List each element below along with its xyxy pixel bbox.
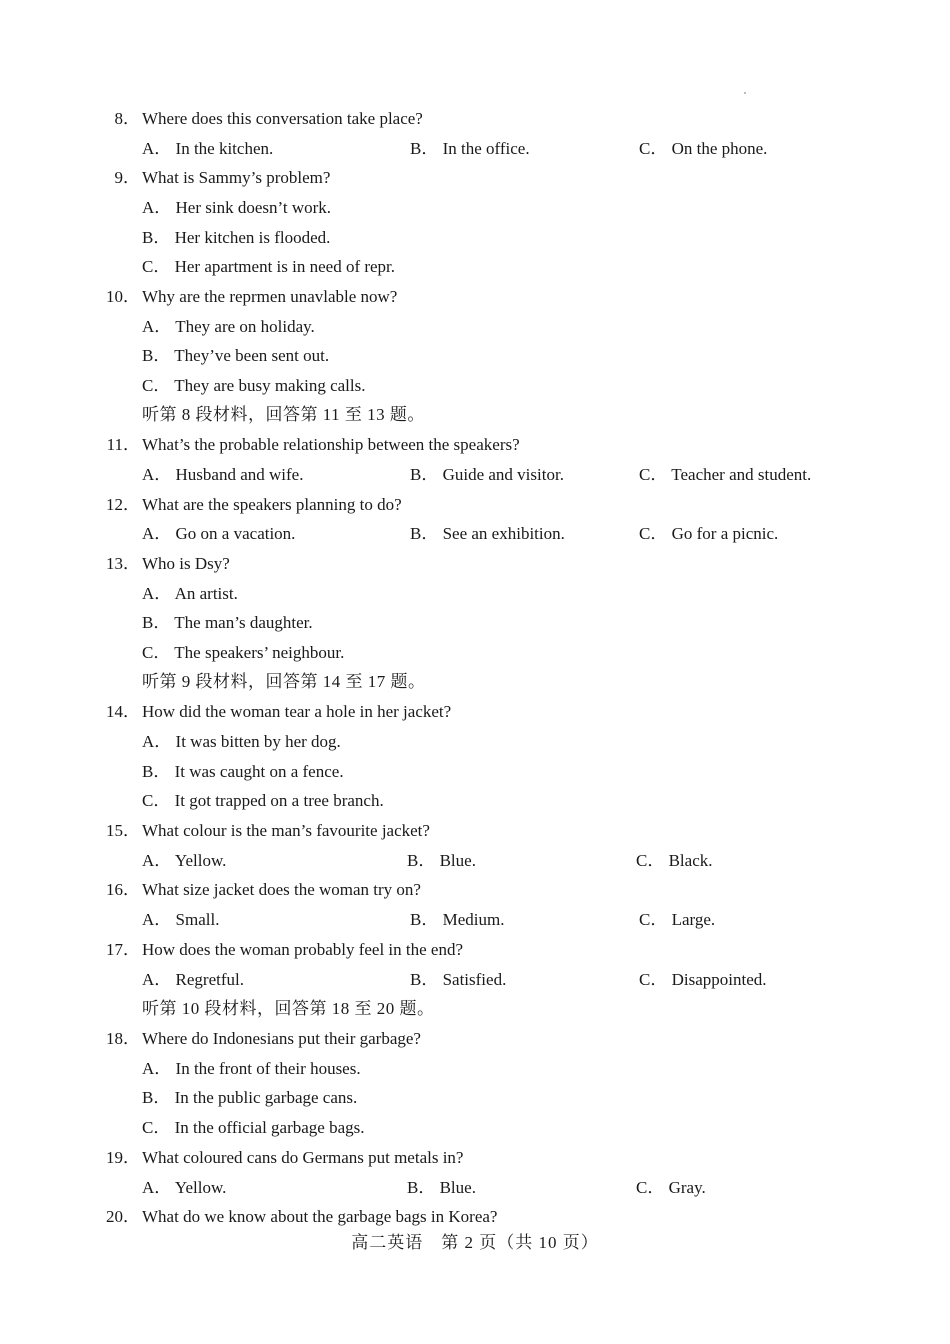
scan-mark bbox=[744, 92, 746, 94]
question-number: 12． bbox=[106, 495, 140, 514]
option-c[interactable]: C． Go for a picnic. bbox=[639, 524, 779, 543]
option-a[interactable]: A． Go on a vacation. bbox=[142, 524, 296, 543]
question-number: 20． bbox=[106, 1207, 140, 1226]
question-text: Where do Indonesians put their garbage? bbox=[142, 1029, 421, 1048]
question-number: 11． bbox=[106, 435, 140, 454]
question-number: 13． bbox=[106, 554, 140, 573]
option-b[interactable]: B． Blue. bbox=[407, 851, 476, 870]
question-text: What colour is the man’s favourite jacket? bbox=[142, 821, 430, 840]
option-a[interactable]: A． It was bitten by her dog. bbox=[142, 732, 341, 751]
option-b[interactable]: B． Her kitchen is flooded. bbox=[142, 228, 331, 247]
option-c[interactable]: C． Teacher and student. bbox=[639, 465, 812, 484]
option-b[interactable]: B． Blue. bbox=[407, 1178, 476, 1197]
option-c[interactable]: C． They are busy making calls. bbox=[142, 376, 366, 395]
question-text: What coloured cans do Germans put metals in? bbox=[142, 1148, 464, 1167]
question-text: Why are the reprmen unavlable now? bbox=[142, 287, 398, 306]
section-heading-9: 听第 9 段材料，回答第 14 至 17 题。 bbox=[142, 672, 426, 691]
option-a[interactable]: A． Her sink doesn’t work. bbox=[142, 198, 332, 217]
option-c[interactable]: C． It got trapped on a tree branch. bbox=[142, 791, 384, 810]
question-text: What size jacket does the woman try on? bbox=[142, 880, 421, 899]
option-a[interactable]: A． Husband and wife. bbox=[142, 465, 304, 484]
section-heading-8: 听第 8 段材料，回答第 11 至 13 题。 bbox=[142, 405, 425, 424]
option-c[interactable]: C． In the official garbage bags. bbox=[142, 1118, 365, 1137]
option-a[interactable]: A． Regretful. bbox=[142, 970, 244, 989]
question-number: 10． bbox=[106, 287, 140, 306]
question-text: What do we know about the garbage bags in Korea? bbox=[142, 1207, 498, 1226]
option-c[interactable]: C． Large. bbox=[639, 910, 716, 929]
question-number: 9． bbox=[114, 168, 140, 187]
option-b[interactable]: B． It was caught on a fence. bbox=[142, 762, 344, 781]
option-a[interactable]: A． Yellow. bbox=[142, 1178, 227, 1197]
section-heading-10: 听第 10 段材料，回答第 18 至 20 题。 bbox=[142, 999, 435, 1018]
option-a[interactable]: A． In the front of their houses. bbox=[142, 1059, 361, 1078]
page-footer: 高二英语 第 2 页（共 10 页） bbox=[351, 1233, 599, 1252]
option-a[interactable]: A． They are on holiday. bbox=[142, 317, 315, 336]
option-b[interactable]: B． Satisfied. bbox=[410, 970, 507, 989]
question-number: 8． bbox=[114, 109, 140, 128]
question-number: 17． bbox=[106, 940, 140, 959]
question-text: Where does this conversation take place? bbox=[142, 109, 423, 128]
question-number: 14． bbox=[106, 702, 140, 721]
question-number: 15． bbox=[106, 821, 140, 840]
question-text: What are the speakers planning to do? bbox=[142, 495, 402, 514]
question-number: 18． bbox=[106, 1029, 140, 1048]
option-a[interactable]: A． An artist. bbox=[142, 584, 238, 603]
option-c[interactable]: C． Gray. bbox=[636, 1178, 706, 1197]
option-b[interactable]: B． Guide and visitor. bbox=[410, 465, 564, 484]
option-a[interactable]: A． Yellow. bbox=[142, 851, 227, 870]
option-b[interactable]: B． See an exhibition. bbox=[410, 524, 565, 543]
option-b[interactable]: B． The man’s daughter. bbox=[142, 613, 313, 632]
option-c[interactable]: C． Disappointed. bbox=[639, 970, 767, 989]
question-text: What’s the probable relationship between the speakers? bbox=[142, 435, 520, 454]
option-b[interactable]: B． They’ve been sent out. bbox=[142, 346, 330, 365]
option-c[interactable]: C． Her apartment is in need of repr. bbox=[142, 257, 396, 276]
option-c[interactable]: C． The speakers’ neighbour. bbox=[142, 643, 345, 662]
question-text: Who is Dsy? bbox=[142, 554, 230, 573]
question-number: 16． bbox=[106, 880, 140, 899]
question-text: How did the woman tear a hole in her jacket? bbox=[142, 702, 452, 721]
question-text: How does the woman probably feel in the end? bbox=[142, 940, 464, 959]
option-b[interactable]: B． In the office. bbox=[410, 139, 530, 158]
option-a[interactable]: A． Small. bbox=[142, 910, 220, 929]
option-a[interactable]: A． In the kitchen. bbox=[142, 139, 274, 158]
option-c[interactable]: C． On the phone. bbox=[639, 139, 768, 158]
question-text: What is Sammy’s problem? bbox=[142, 168, 331, 187]
option-b[interactable]: B． Medium. bbox=[410, 910, 505, 929]
question-number: 19． bbox=[106, 1148, 140, 1167]
option-c[interactable]: C． Black. bbox=[636, 851, 713, 870]
option-b[interactable]: B． In the public garbage cans. bbox=[142, 1088, 358, 1107]
